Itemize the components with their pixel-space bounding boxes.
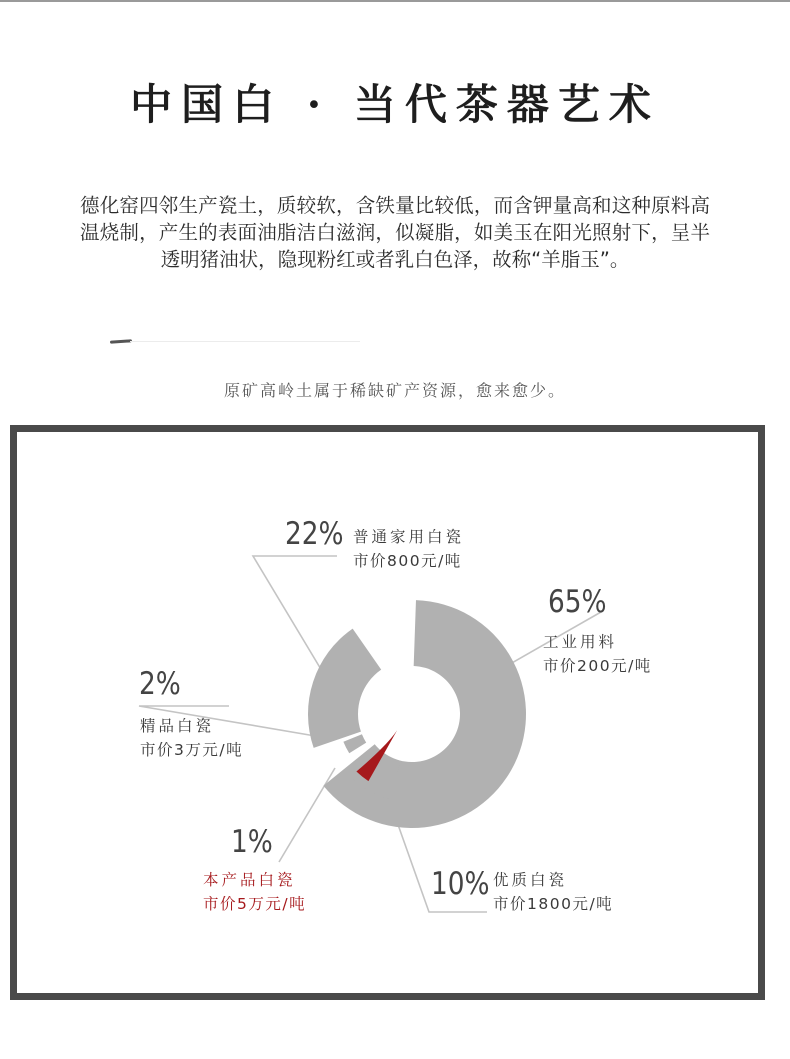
segment-name-fine: 精品白瓷 [140,717,215,735]
segment-label-fine [140,714,243,762]
brush-stroke-mark [110,339,132,344]
segment-name-household: 普通家用白瓷 [353,528,465,546]
tagline: 原矿高岭土属于稀缺矿产资源，愈来愈少。 [223,381,566,400]
chart-frame [10,425,765,1000]
intro-paragraph: 德化窑四邻生产瓷土，质较软，含铁量比较低，而含钾量高和这种原料高温烧制，产生的表面油脂洁白滋润，似凝脂，如美玉在阳光照射下，呈半透明猪油状，隐现粉红或者乳白色泽，故称“羊脂玉”。 [80,194,710,271]
pct-label-industrial: 65% [548,584,607,620]
donut-slices [308,600,526,828]
page-title: 中国白 · 当代茶器艺术 [130,80,660,129]
segment-name-industrial: 工业用料 [543,633,618,651]
donut-slice-household [308,629,381,748]
segment-name-quality: 优质白瓷 [493,871,568,889]
pct-label-fine: 2% [139,666,181,702]
pct-label-quality: 10% [431,866,490,902]
pct-label-this-product: 1% [231,824,273,860]
segment-price-industrial: 市价200元/吨 [543,657,652,675]
segment-label-household [353,525,464,573]
segment-price-this-product: 市价5万元/吨 [203,895,307,913]
segment-label-industrial [543,630,652,678]
segment-price-fine: 市价3万元/吨 [140,741,244,759]
pct-label-household: 22% [285,516,344,552]
sub-divider [130,341,360,342]
leader-line-this-product [279,768,335,862]
top-divider [0,0,790,2]
segment-label-this-product [203,868,306,916]
segment-label-quality [493,868,613,916]
donut-slice-fine [343,734,366,753]
segment-name-this-product: 本产品白瓷 [203,871,296,889]
segment-price-quality: 市价1800元/吨 [493,895,614,913]
donut-chart [17,432,758,993]
segment-price-household: 市价800元/吨 [353,552,462,570]
